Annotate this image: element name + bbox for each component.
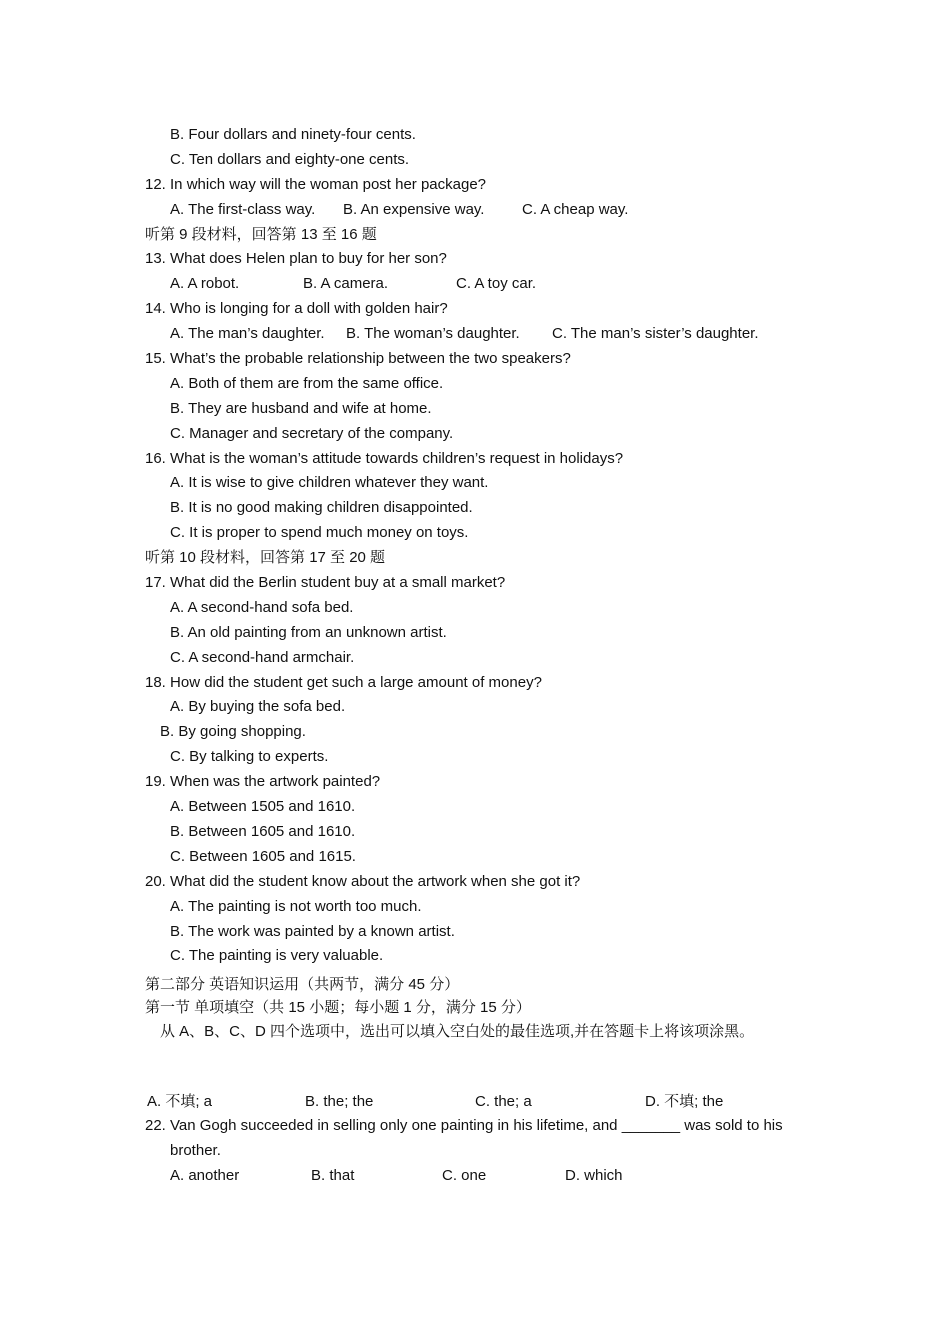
q20-option-b: B. The work was painted by a known artist. (170, 923, 455, 940)
q22-option-a: A. another (170, 1167, 240, 1184)
section-1-heading: 第一节 单项填空（共 15 小题；每小题 1 分，满分 15 分） (145, 999, 531, 1016)
section-1-instructions: 从 A、B、C、D 四个选项中，选出可以填入空白处的最佳选项,并在答题卡上将该项涂黑。 (160, 1023, 755, 1040)
q15-option-c: C. Manager and secretary of the company. (170, 425, 454, 442)
q21-option-a: A. 不填; a (147, 1093, 213, 1110)
question-17: 17. What did the Berlin student buy at a small market? (145, 574, 506, 591)
q19-option-a: A. Between 1505 and 1610. (170, 798, 356, 815)
q17-option-b: B. An old painting from an unknown artist. (170, 624, 447, 641)
q21-option-b: B. the; the (305, 1093, 374, 1110)
q14-option-a: A. The man’s daughter. (170, 325, 325, 342)
q19-option-c: C. Between 1605 and 1615. (170, 848, 356, 865)
q18-option-b: B. By going shopping. (160, 723, 306, 740)
q16-option-c: C. It is proper to spend much money on toys. (170, 524, 469, 541)
q20-option-a: A. The painting is not worth too much. (170, 898, 422, 915)
q16-option-b: B. It is no good making children disappointed. (170, 499, 473, 516)
part-2-heading: 第二部分 英语知识运用（共两节，满分 45 分） (145, 976, 460, 993)
question-18: 18. How did the student get such a large amount of money? (145, 674, 542, 691)
q21-option-c: C. the; a (475, 1093, 532, 1110)
question-12: 12. In which way will the woman post her package? (145, 176, 487, 193)
q12-option-b: B. An expensive way. (343, 201, 485, 218)
section-10-heading: 听第 10 段材料，回答第 17 至 20 题 (145, 549, 386, 566)
q14-option-c: C. The man’s sister’s daughter. (552, 325, 759, 342)
q12-option-a: A. The first-class way. (170, 201, 316, 218)
section-9-heading: 听第 9 段材料，回答第 13 至 16 题 (145, 226, 377, 243)
q21-option-d: D. 不填; the (645, 1093, 724, 1110)
q17-option-a: A. A second-hand sofa bed. (170, 599, 354, 616)
q19-option-b: B. Between 1605 and 1610. (170, 823, 356, 840)
q13-option-b: B. A camera. (303, 275, 389, 292)
question-15: 15. What’s the probable relationship between the two speakers? (145, 350, 571, 367)
question-16: 16. What is the woman’s attitude towards children’s request in holidays? (145, 450, 624, 467)
q18-option-a: A. By buying the sofa bed. (170, 698, 346, 715)
q17-option-c: C. A second-hand armchair. (170, 649, 355, 666)
question-22-continuation: brother. (170, 1142, 221, 1159)
q22-option-c: C. one (442, 1167, 487, 1184)
q15-option-b: B. They are husband and wife at home. (170, 400, 432, 417)
question-22: 22. Van Gogh succeeded in selling only one painting in his lifetime, and _______ was sold to his (145, 1117, 783, 1134)
q15-option-a: A. Both of them are from the same office. (170, 375, 444, 392)
q20-option-c: C. The painting is very valuable. (170, 947, 384, 964)
question-13: 13. What does Helen plan to buy for her son? (145, 250, 447, 267)
q22-option-d: D. which (565, 1167, 623, 1184)
q14-option-b: B. The woman’s daughter. (346, 325, 520, 342)
q16-option-a: A. It is wise to give children whatever they want. (170, 474, 489, 491)
question-14: 14. Who is longing for a doll with golden hair? (145, 300, 448, 317)
q13-option-c: C. A toy car. (456, 275, 537, 292)
question-19: 19. When was the artwork painted? (145, 773, 381, 790)
q13-option-a: A. A robot. (170, 275, 240, 292)
q18-option-c: C. By talking to experts. (170, 748, 329, 765)
q11-option-c: C. Ten dollars and eighty-one cents. (170, 151, 410, 168)
q22-option-b: B. that (311, 1167, 355, 1184)
question-20: 20. What did the student know about the artwork when she got it? (145, 873, 581, 890)
q12-option-c: C. A cheap way. (522, 201, 629, 218)
q11-option-b: B. Four dollars and ninety-four cents. (170, 126, 416, 143)
